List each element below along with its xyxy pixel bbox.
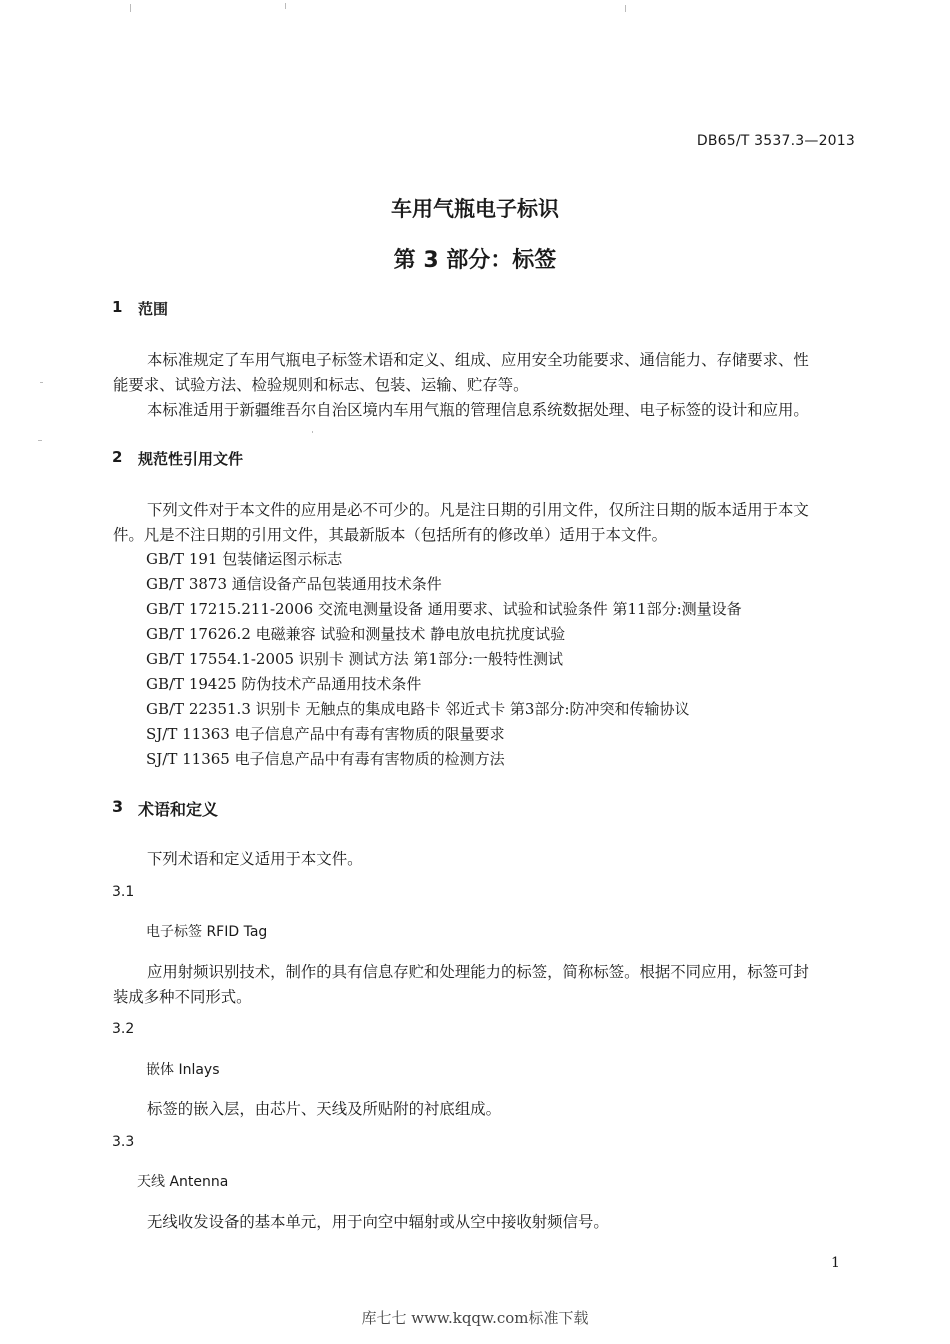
- section-3-intro: 下列术语和定义适用于本文件。: [147, 850, 363, 868]
- term-3-3-definition: 无线收发设备的基本单元，用于向空中辐射或从空中接收射频信号。: [147, 1213, 609, 1231]
- reference-item: GB/T 191 包装储运图示标志: [146, 550, 343, 568]
- term-3-1-number: 3.1: [112, 884, 135, 900]
- term-3-3-number: 3.3: [112, 1134, 135, 1150]
- reference-item: GB/T 17626.2 电磁兼容 试验和测量技术 静电放电抗扰度试验: [146, 625, 566, 643]
- section-2-paragraph-cont: 件。凡是不注日期的引用文件，其最新版本（包括所有的修改单）适用于本文件。: [113, 526, 668, 544]
- section-2-paragraph: 下列文件对于本文件的应用是必不可少的。凡是注日期的引用文件，仅所注日期的版本适用于本文: [147, 501, 809, 519]
- section-3-number: 3: [112, 797, 124, 816]
- reference-item: GB/T 17215.211-2006 交流电测量设备 通用要求、试验和试验条件 第11部分:测量设备: [146, 600, 742, 618]
- term-3-2-name: 嵌体 Inlays: [146, 1062, 220, 1078]
- scan-speck: [40, 382, 43, 383]
- footer-watermark: 库七七 www.kqqw.com标准下载: [361, 1309, 589, 1327]
- section-1-heading: 范围: [138, 300, 169, 318]
- section-1-paragraph-2: 本标准适用于新疆维吾尔自治区境内车用气瓶的管理信息系统数据处理、电子标签的设计和应用。: [147, 401, 809, 419]
- scan-speck: [285, 3, 286, 9]
- reference-item: GB/T 19425 防伪技术产品通用技术条件: [146, 675, 422, 693]
- term-3-2-number: 3.2: [112, 1021, 135, 1037]
- section-1-paragraph-cont: 能要求、试验方法、检验规则和标志、包装、运输、贮存等。: [113, 376, 529, 394]
- reference-item: GB/T 17554.1-2005 识别卡 测试方法 第1部分:一般特性测试: [146, 650, 564, 668]
- term-3-3-name: 天线 Antenna: [137, 1174, 229, 1190]
- scan-speck: [38, 440, 42, 441]
- page-number: 1: [831, 1255, 840, 1271]
- term-3-1-name: 电子标签 RFID Tag: [146, 924, 268, 940]
- section-3-heading: 术语和定义: [138, 800, 219, 819]
- section-2-number: 2: [112, 448, 123, 466]
- reference-item: SJ/T 11365 电子信息产品中有毒有害物质的检测方法: [146, 750, 505, 768]
- section-1-number: 1: [112, 298, 123, 316]
- document-subtitle: 第 3 部分：标签: [393, 248, 557, 273]
- term-3-1-definition-cont: 装成多种不同形式。: [113, 988, 252, 1006]
- document-title: 车用气瓶电子标识: [391, 197, 559, 221]
- reference-item: GB/T 3873 通信设备产品包装通用技术条件: [146, 575, 442, 593]
- section-2-heading: 规范性引用文件: [138, 450, 244, 468]
- reference-item: SJ/T 11363 电子信息产品中有毒有害物质的限量要求: [146, 725, 505, 743]
- reference-item: GB/T 22351.3 识别卡 无触点的集成电路卡 邻近式卡 第3部分:防冲突和传输协议: [146, 700, 690, 718]
- document-code: DB65/T 3537.3—2013: [696, 133, 855, 149]
- scan-speck: [312, 431, 313, 433]
- term-3-1-definition: 应用射频识别技术，制作的具有信息存贮和处理能力的标签，简称标签。根据不同应用，标签可封: [147, 963, 809, 981]
- term-3-2-definition: 标签的嵌入层，由芯片、天线及所贴附的衬底组成。: [147, 1100, 501, 1118]
- section-1-paragraph: 本标准规定了车用气瓶电子标签术语和定义、组成、应用安全功能要求、通信能力、存储要求、性: [147, 351, 809, 369]
- scan-speck: [625, 5, 626, 12]
- scan-speck: [130, 4, 131, 12]
